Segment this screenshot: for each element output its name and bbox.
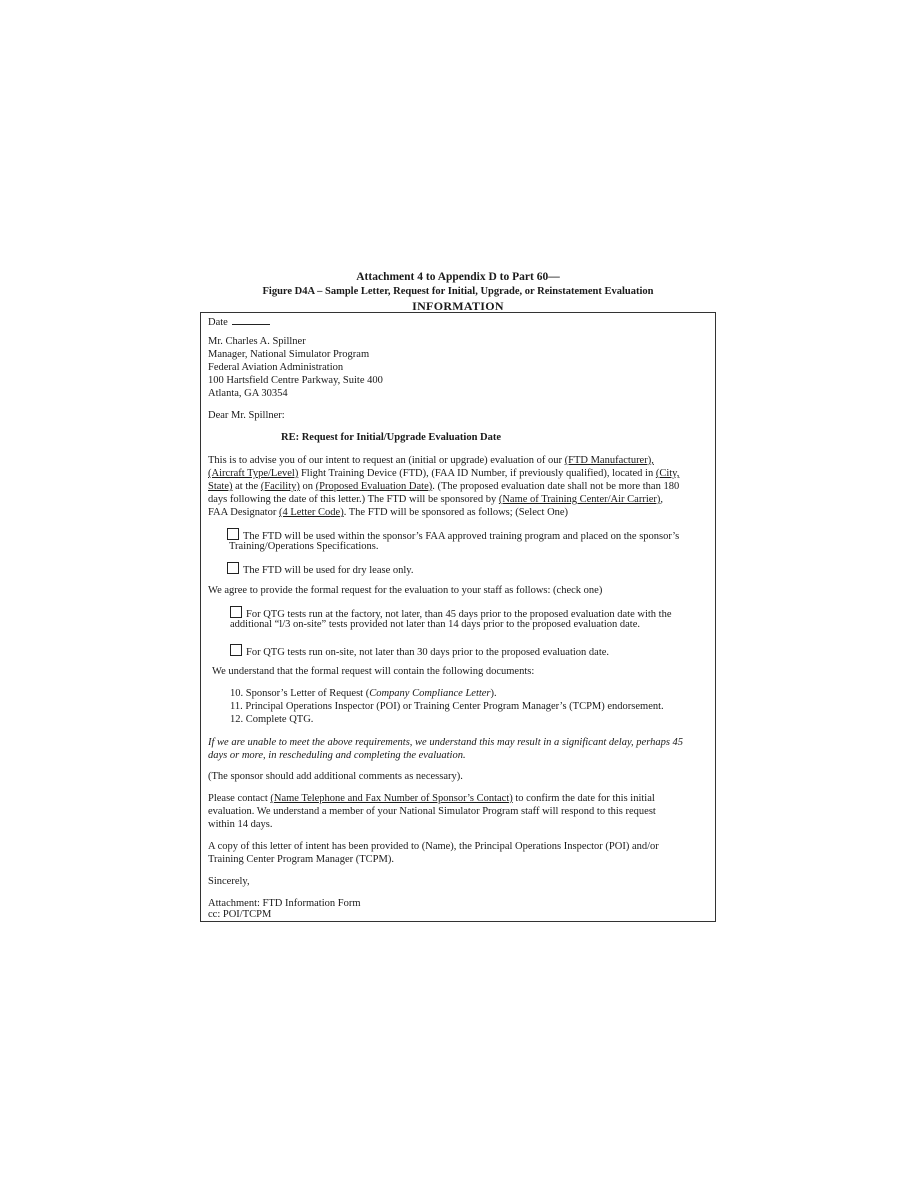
cc-line: cc: POI/TCPM	[208, 909, 272, 920]
sponsor-option-dry-lease: The FTD will be used for dry lease only.	[227, 562, 414, 578]
address-line: Federal Aviation Administration	[208, 362, 344, 373]
delay-line: days or more, in rescheduling and completing the evaluation.	[208, 750, 466, 761]
comments-line: (The sponsor should add additional comments as necessary).	[208, 771, 463, 782]
intro-line: days following the date of this letter.) The FTD will be sponsored by (Name of Training Center/Air Carrier),	[208, 494, 664, 505]
attachment-line: Attachment: FTD Information Form	[208, 898, 361, 909]
intro-line: (Aircraft Type/Level) Flight Training Device (FTD), (FAA ID Number, if previously qualified), located in (City,	[208, 468, 680, 479]
address-line: Atlanta, GA 30354	[208, 388, 288, 399]
qtg-option-factory-cont: additional “l/3 on-site” tests provided not later than 14 days prior to the proposed evaluation date.	[230, 619, 640, 630]
qtg-option-factory: For QTG tests run at the factory, not later, than 45 days prior to the proposed evaluation date with the	[230, 606, 672, 622]
section-heading: INFORMATION	[412, 299, 504, 313]
date-blank	[232, 315, 270, 325]
contact-line: within 14 days.	[208, 819, 273, 830]
qtg-onsite-checkbox[interactable]	[230, 644, 242, 656]
qtg-option-onsite: For QTG tests run on-site, not later than 30 days prior to the proposed evaluation date.	[230, 644, 609, 660]
date-label: Date	[208, 317, 228, 328]
salutation: Dear Mr. Spillner:	[208, 410, 285, 421]
intro-line: FAA Designator (4 Letter Code). The FTD will be sponsored as follows; (Select One)	[208, 507, 569, 518]
re-line: RE: Request for Initial/Upgrade Evaluation Date	[281, 432, 502, 443]
contact-line: evaluation. We understand a member of your National Simulator Program staff will respond to this request	[208, 806, 656, 817]
address-line: Manager, National Simulator Program	[208, 349, 370, 360]
document-item: 11. Principal Operations Inspector (POI) or Training Center Program Manager’s (TCPM) endorsement.	[230, 701, 664, 712]
closing: Sincerely,	[208, 876, 250, 887]
agree-line: We agree to provide the formal request for the evaluation to your staff as follows: (check one)	[208, 585, 603, 596]
qtg-factory-checkbox[interactable]	[230, 606, 242, 618]
delay-line: If we are unable to meet the above requirements, we understand this may result in a significant delay, perhaps 45	[208, 737, 684, 748]
address-line: 100 Hartsfield Centre Parkway, Suite 400	[208, 375, 383, 386]
date-line	[208, 315, 270, 330]
document-item: 12. Complete QTG.	[230, 714, 314, 725]
training-program-checkbox[interactable]	[227, 528, 239, 540]
letter-box	[200, 312, 716, 922]
dry-lease-checkbox[interactable]	[227, 562, 239, 574]
address-line: Mr. Charles A. Spillner	[208, 336, 306, 347]
understand-line: We understand that the formal request will contain the following documents:	[212, 666, 535, 677]
document-item: 10. Sponsor’s Letter of Request (Company Compliance Letter).	[230, 688, 497, 699]
copy-line: Training Center Program Manager (TCPM).	[208, 854, 394, 865]
sponsor-option-training: The FTD will be used within the sponsor’s FAA approved training program and placed on the sponsor’s	[227, 528, 679, 544]
intro-line: This is to advise you of our intent to request an (initial or upgrade) evaluation of our (FTD Manufacturer),	[208, 455, 654, 466]
contact-line: Please contact (Name Telephone and Fax Number of Sponsor’s Contact) to confirm the date for this initial	[208, 793, 655, 804]
intro-line: State) at the (Facility) on (Proposed Evaluation Date). (The proposed evaluation date shall not be more than 180	[208, 481, 680, 492]
copy-line: A copy of this letter of intent has been provided to (Name), the Principal Operations Inspector (POI) and/or	[208, 841, 659, 852]
figure-caption: Figure D4A – Sample Letter, Request for Initial, Upgrade, or Reinstatement Evaluation	[262, 286, 654, 297]
attachment-title: Attachment 4 to Appendix D to Part 60—	[356, 271, 560, 283]
sponsor-option-training-cont: Training/Operations Specifications.	[229, 541, 379, 552]
